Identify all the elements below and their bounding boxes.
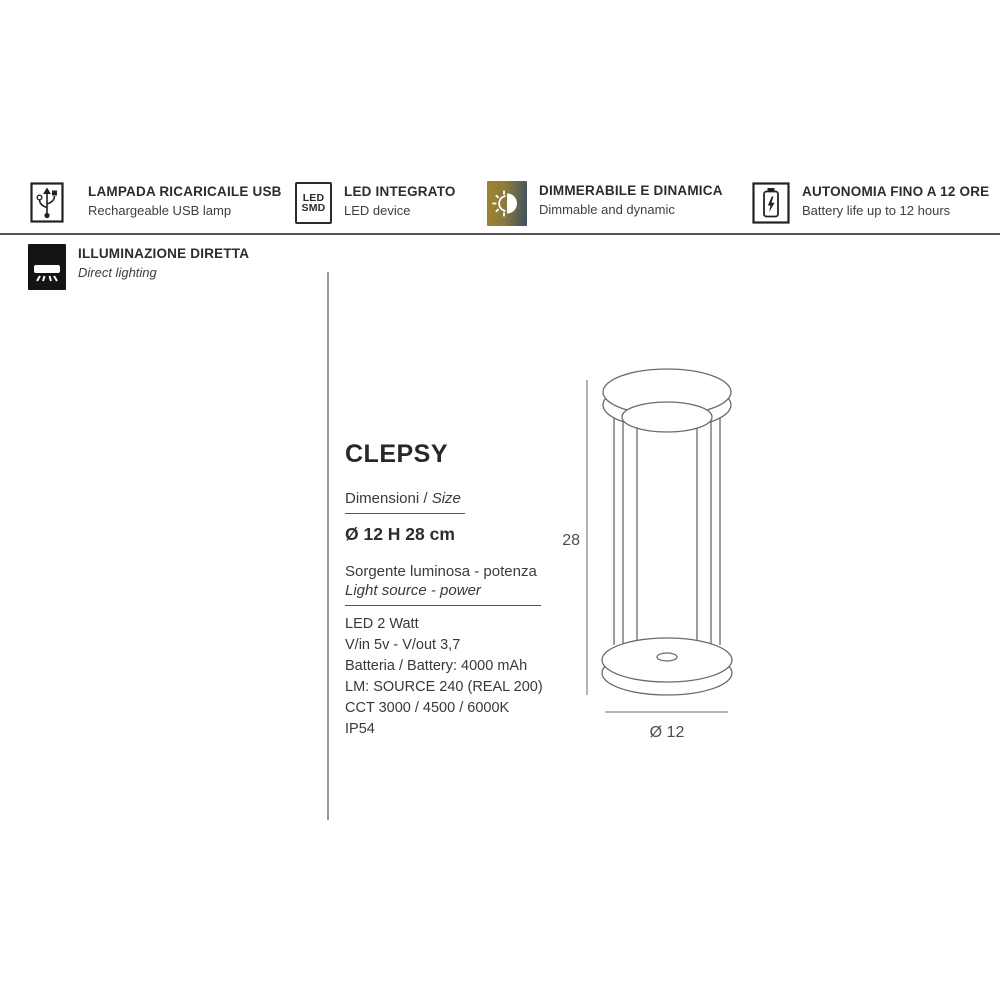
feature-title: ILLUMINAZIONE DIRETTA bbox=[78, 246, 250, 261]
light-source-section-label bbox=[345, 562, 541, 606]
spec-line-lumen: LM: SOURCE 240 (REAL 200) bbox=[345, 679, 543, 695]
feature-title: LAMPADA RICARICAILE USB bbox=[88, 184, 282, 199]
direct-lighting-icon bbox=[28, 244, 66, 290]
led-smd-icon-line1: LED bbox=[302, 191, 325, 204]
size-label-it: Dimensioni / bbox=[345, 490, 432, 507]
led-smd-icon bbox=[295, 182, 332, 224]
diameter-dimension-label: Ø 12 bbox=[649, 724, 685, 741]
spec-line-battery: Batteria / Battery: 4000 mAh bbox=[345, 658, 528, 674]
feature-led-integrated bbox=[295, 182, 456, 224]
product-info bbox=[345, 440, 575, 740]
lamp-outline bbox=[602, 369, 732, 695]
spec-line-voltage: V/in 5v - V/out 3,7 bbox=[345, 637, 461, 653]
spec-line-wattage: LED 2 Watt bbox=[345, 616, 419, 632]
source-label-it: Sorgente luminosa - potenza bbox=[345, 563, 537, 580]
feature-title: DIMMERABILE E DINAMICA bbox=[539, 183, 723, 198]
feature-battery-life bbox=[752, 182, 989, 229]
size-section-label bbox=[345, 490, 465, 514]
feature-title: LED INTEGRATO bbox=[344, 184, 456, 199]
battery-icon bbox=[752, 182, 790, 229]
size-label-en: Size bbox=[431, 490, 461, 507]
source-label-en: Light source - power bbox=[345, 582, 481, 599]
feature-usb-rechargeable bbox=[30, 182, 282, 228]
vertical-divider bbox=[327, 272, 329, 820]
feature-dimmable bbox=[487, 181, 723, 226]
usb-icon bbox=[30, 182, 64, 228]
feature-subtitle: Rechargeable USB lamp bbox=[88, 203, 232, 218]
product-name: CLEPSY bbox=[345, 440, 449, 468]
dimmable-sun-icon bbox=[487, 181, 527, 226]
feature-subtitle: Direct lighting bbox=[78, 265, 157, 280]
height-dimension-label: 28 bbox=[562, 532, 580, 549]
spec-list bbox=[345, 614, 575, 740]
feature-title: AUTONOMIA FINO A 12 ORE bbox=[802, 184, 990, 199]
spec-line-cct: CCT 3000 / 4500 / 6000K bbox=[345, 700, 510, 716]
feature-direct-lighting bbox=[28, 244, 249, 290]
spec-line-ip: IP54 bbox=[345, 721, 375, 737]
size-value: Ø 12 H 28 cm bbox=[345, 524, 455, 544]
feature-subtitle: Battery life up to 12 hours bbox=[802, 203, 951, 218]
feature-subtitle: Dimmable and dynamic bbox=[539, 202, 675, 217]
technical-drawing bbox=[550, 365, 760, 750]
led-smd-icon-line2: SMD bbox=[301, 202, 326, 214]
feature-subtitle: LED device bbox=[344, 203, 411, 218]
horizontal-divider bbox=[0, 233, 1000, 235]
